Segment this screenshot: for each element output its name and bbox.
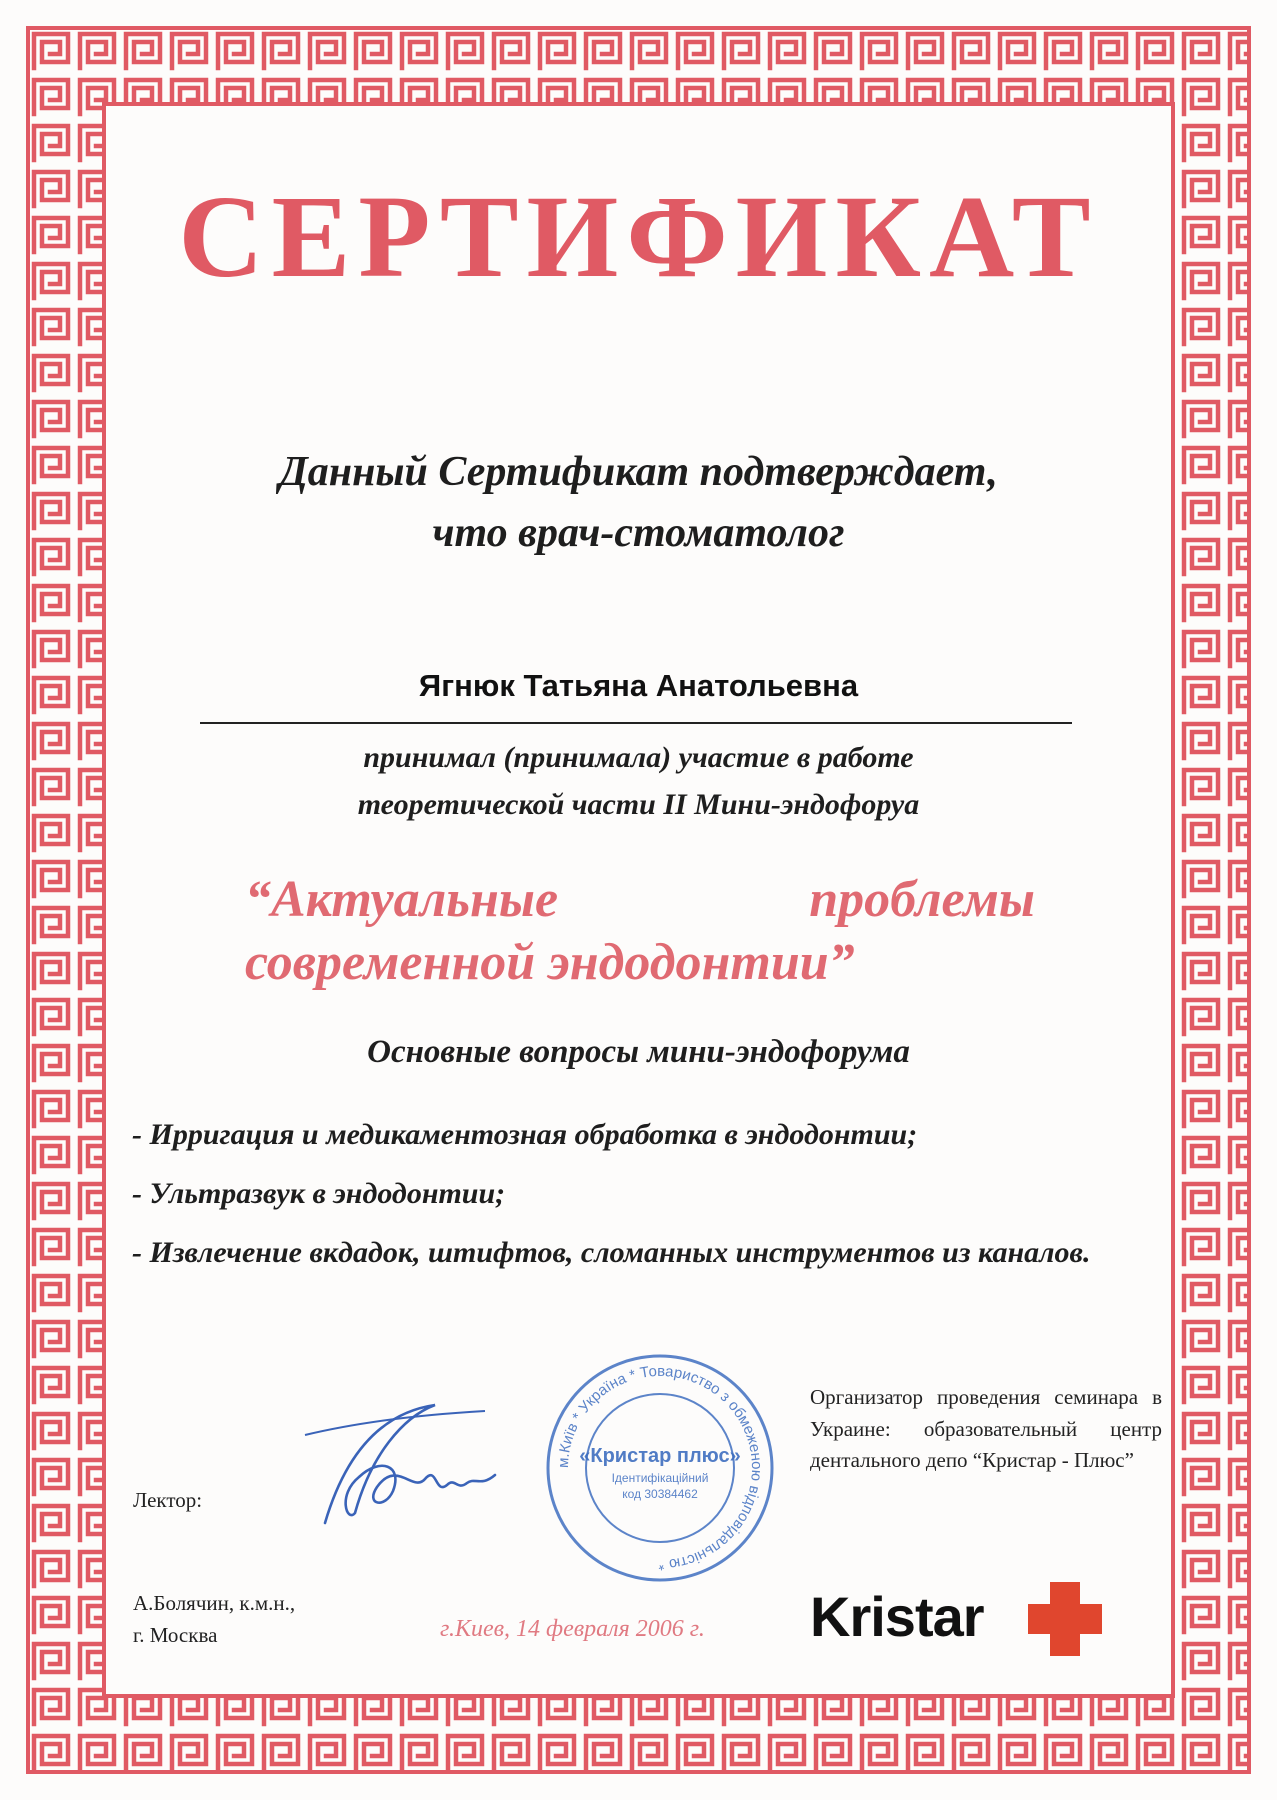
lecturer-line: А.Болячин, к.м.н., [133,1591,296,1615]
forum-topic [245,868,1035,995]
intro-line: Данный Сертификат подтверждает, [279,449,998,495]
red-cross-icon [1024,1578,1106,1660]
lecturer-name [133,1588,295,1651]
issue-date: г.Киев, 14 февраля 2006 г. [440,1616,705,1642]
participation-line: теоретической части II Мини-эндофоруа [357,787,920,821]
list-item: - Ирригация и медикаментозная обработка в эндодонтии; [132,1118,918,1151]
stamp-subtitle: Ідентифікаційний [611,1471,709,1485]
organizer-text: Организатор проведения семинара в Украине: образовательный центр дентального депо “Кристар - Плюс” [810,1385,1162,1472]
participation-line: принимал (принимала) участие в работе [363,741,914,774]
lecturer-label: Лектор: [133,1488,203,1512]
stamp-ring-text: м.Київ * Україна * Товариство з обмеженою відповідальністю * [554,1362,766,1574]
company-stamp [540,1348,780,1588]
participation-text [0,735,1277,828]
certificate-title: СЕРТИФИКАТ [178,171,1099,302]
topic-line: современной эндодонтии” [245,934,855,992]
list-item: - Ультразвук в эндодонтии; [132,1177,506,1210]
intro-text [0,442,1277,564]
name-underline [200,722,1072,724]
issues-heading: Основные вопросы мини-эндофорума [367,1034,910,1070]
list-item: - Извлечение вкдадок, штифтов, сломанных инструментов из каналов. [132,1236,1091,1269]
topic-word: “Актуальные [245,871,559,928]
recipient-name: Ягнюк Татьяна Анатольевна [418,668,859,703]
intro-line: что врач-стоматолог [432,509,845,556]
lecturer-line: г. Москва [133,1622,218,1647]
logo-text: Kristar [810,1585,984,1648]
topic-word: проблемы [809,871,1035,928]
lecturer-signature [285,1395,505,1535]
stamp-company: «Кристар плюс» [579,1445,741,1467]
issues-list [132,1112,1152,1289]
stamp-code: код 30384462 [622,1487,698,1501]
